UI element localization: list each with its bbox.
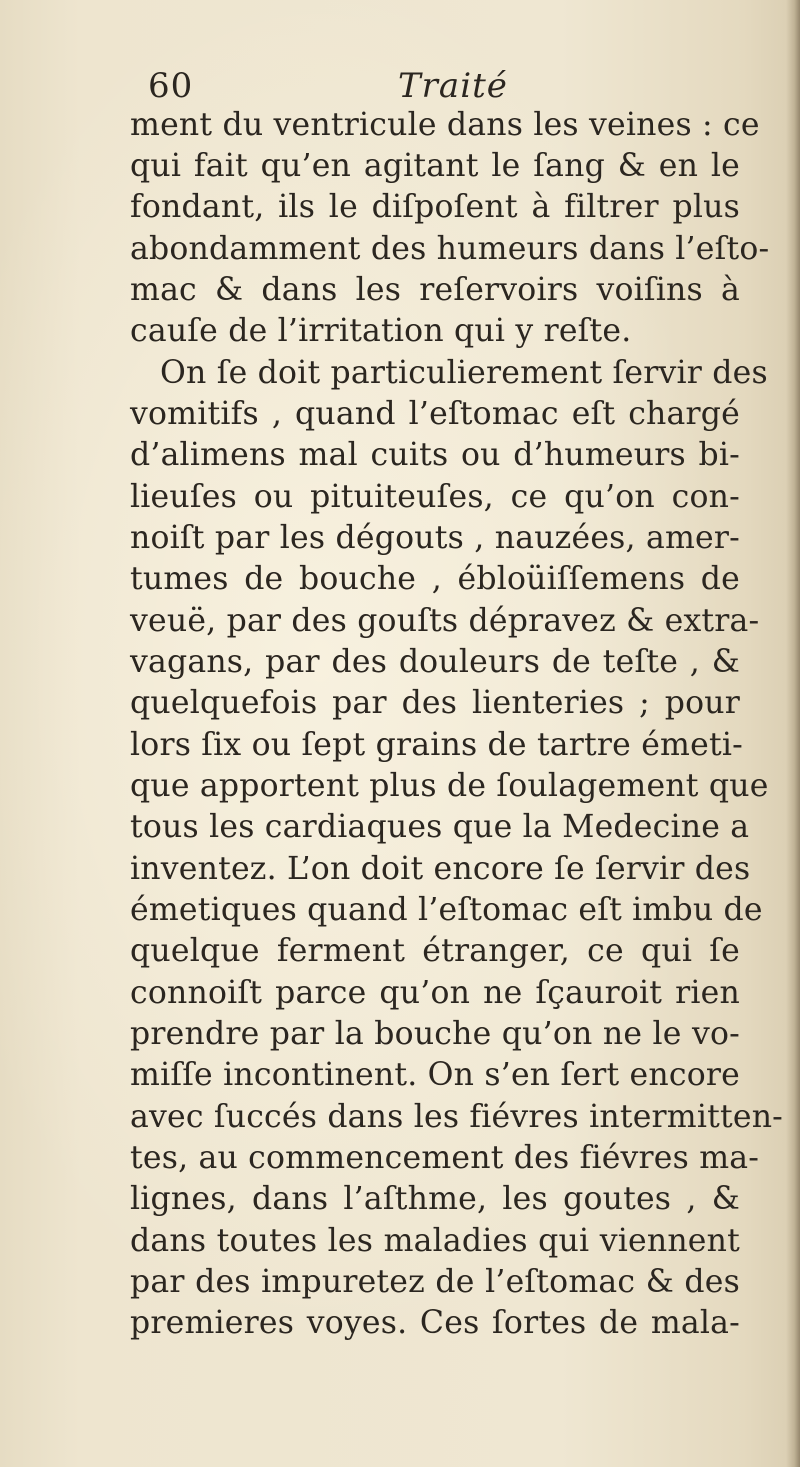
text-line: tes, au commencement des fiévres ma- <box>130 1140 760 1176</box>
text-line: lieuſes ou pituiteuſes, ce qu’on con- <box>130 479 740 515</box>
page-edge-shadow <box>786 0 800 1467</box>
text-line: par des impuretez de l’eſtomac & des <box>130 1264 740 1300</box>
text-line: vomitifs , quand l’eſtomac eſt chargé <box>130 396 740 432</box>
text-line: veuë, par des gouſts dépravez & extra- <box>130 603 760 639</box>
text-line: ment du ventricule dans les veines : ce <box>130 107 760 143</box>
text-line: lignes, dans l’aſthme, les goutes , & <box>130 1181 740 1217</box>
text-line: quelquefois par des lienteries ; pour <box>130 685 740 721</box>
text-line: abondamment des humeurs dans l’eſto- <box>130 231 770 267</box>
text-line: dans toutes les maladies qui viennent <box>130 1223 740 1259</box>
text-line: inventez. L’on doit encore ſe ſervir des <box>130 851 751 887</box>
text-line: miſſe incontinent. On s’en ſert encore <box>130 1057 740 1093</box>
text-line: fondant, ils le diſpoſent à filtrer plus <box>130 189 740 225</box>
text-line: premieres voyes. Ces ſortes de mala- <box>130 1305 740 1341</box>
text-line: prendre par la bouche qu’on ne le vo- <box>130 1016 740 1052</box>
text-line: que apportent plus de ſoulagement que <box>130 768 769 804</box>
text-line: vagans, par des douleurs de teſte , & <box>130 644 740 680</box>
paragraph-first-line: On ſe doit particulierement ſervir des <box>160 355 768 391</box>
text-line: quelque ferment étranger, ce qui ſe <box>130 933 740 969</box>
page-number: 60 <box>148 66 194 106</box>
text-line: lors ſix ou ſept grains de tartre émeti- <box>130 727 743 763</box>
running-title: Traité <box>398 66 508 106</box>
text-line: noiſt par les dégouts , nauzées, amer- <box>130 520 740 556</box>
text-line: tumes de bouche , ébloüiſſemens de <box>130 561 740 597</box>
text-line: émetiques quand l’eſtomac eſt imbu de <box>130 892 763 928</box>
text-line: tous les cardiaques que la Medecine a <box>130 809 750 845</box>
text-line: connoiſt parce qu’on ne ſçauroit rien <box>130 975 740 1011</box>
text-line: cauſe de l’irritation qui y reſte. <box>130 313 632 349</box>
text-line: qui fait qu’en agitant le ſang & en le <box>130 148 740 184</box>
text-line: d’alimens mal cuits ou d’humeurs bi- <box>130 437 740 473</box>
body-text <box>130 103 784 1363</box>
text-line: mac & dans les reſervoirs voiſins à <box>130 272 740 308</box>
text-line: avec ſuccés dans les fiévres intermitten- <box>130 1099 784 1135</box>
